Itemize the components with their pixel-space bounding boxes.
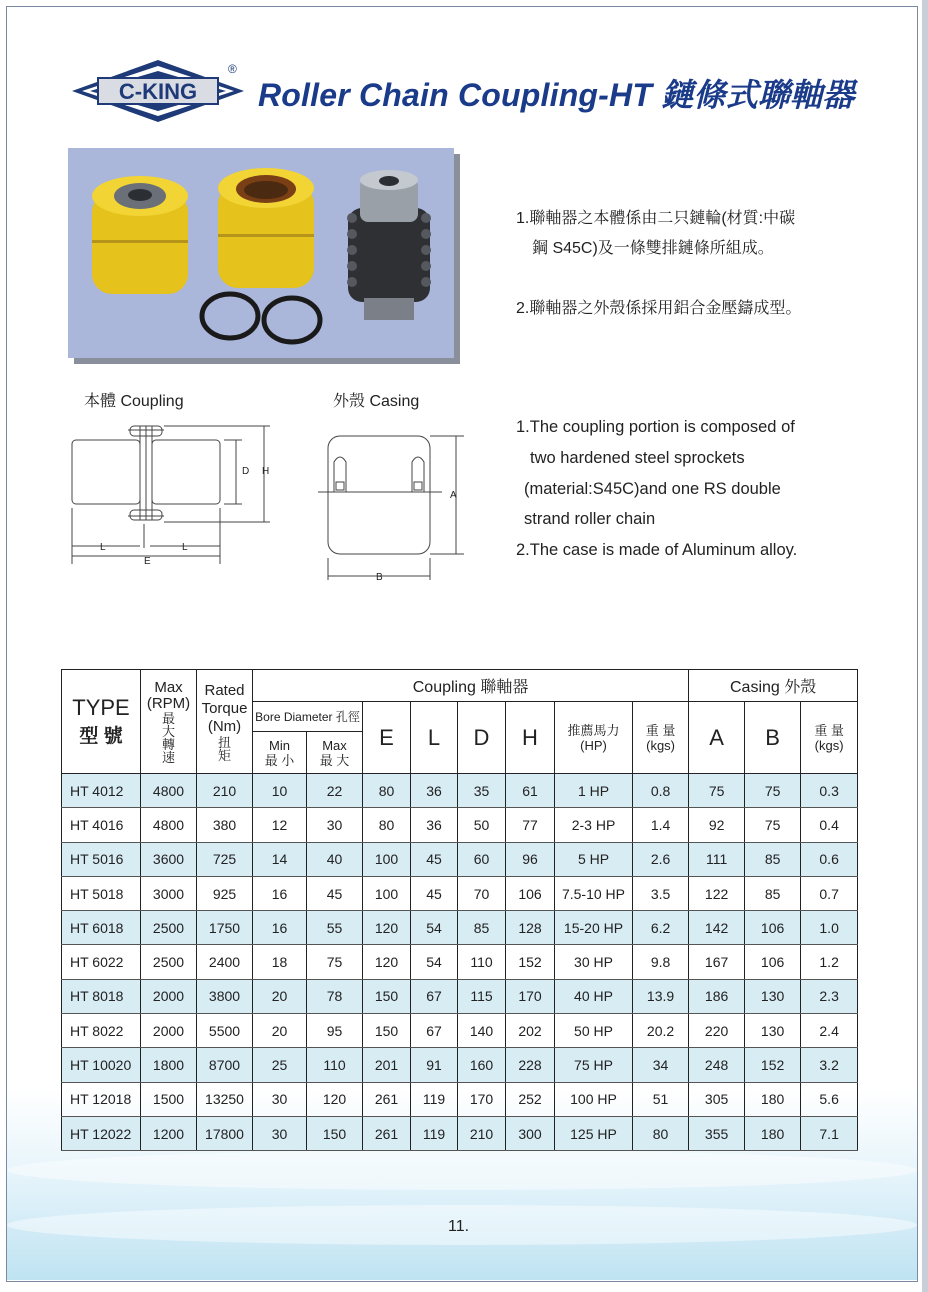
table-cell: 0.3 <box>801 774 858 808</box>
table-cell: 70 <box>458 876 506 910</box>
table-cell: 30 HP <box>555 945 633 979</box>
table-cell: 167 <box>689 945 745 979</box>
table-cell: 140 <box>458 1014 506 1048</box>
table-cell: 100 HP <box>555 1082 633 1116</box>
bore-min-header <box>253 732 307 774</box>
table-cell: 228 <box>506 1048 555 1082</box>
table-cell: 122 <box>689 876 745 910</box>
table-cell: 20.2 <box>633 1014 689 1048</box>
dim-a-label: A <box>450 490 457 501</box>
table-cell: 128 <box>506 911 555 945</box>
table-cell: 180 <box>745 1116 801 1150</box>
table-cell: 202 <box>506 1014 555 1048</box>
table-cell: 15-20 HP <box>555 911 633 945</box>
table-cell: 0.7 <box>801 876 858 910</box>
table-cell: 152 <box>745 1048 801 1082</box>
table-cell: 2.6 <box>633 842 689 876</box>
casing-drawing-label: 外殼 Casing <box>333 393 420 410</box>
col-b-header: B <box>745 702 801 774</box>
coupling-weight-zh: 重 量 <box>645 722 676 738</box>
casing-drawing <box>318 432 468 592</box>
table-cell: 150 <box>363 1014 411 1048</box>
table-cell: 3000 <box>141 876 197 910</box>
model-cell: HT 12018 <box>62 1082 141 1116</box>
table-cell: 20 <box>253 979 307 1013</box>
model-cell: HT 5016 <box>62 842 141 876</box>
table-cell: 80 <box>363 774 411 808</box>
table-cell: 248 <box>689 1048 745 1082</box>
type-header-zh: 型 號 <box>79 726 123 747</box>
table-cell: 2500 <box>141 945 197 979</box>
table-cell: 22 <box>307 774 363 808</box>
rpm-unit: (RPM) <box>146 694 191 712</box>
table-cell: 40 <box>307 842 363 876</box>
bore-max-en: Max <box>322 737 347 753</box>
table-cell: 1800 <box>141 1048 197 1082</box>
dim-b-label: B <box>376 572 383 583</box>
registered-mark: ® <box>228 62 237 76</box>
page-title: Roller Chain Coupling-HT 鏈條式聯軸器 <box>258 77 855 113</box>
table-cell: 1 HP <box>555 774 633 808</box>
table-cell: 0.8 <box>633 774 689 808</box>
table-cell: 55 <box>307 911 363 945</box>
table-cell: 35 <box>458 774 506 808</box>
max-rpm-en: Max <box>154 678 183 696</box>
table-cell: 45 <box>411 842 458 876</box>
table-cell: 95 <box>307 1014 363 1048</box>
table-cell: 1200 <box>141 1116 197 1150</box>
table-cell: 252 <box>506 1082 555 1116</box>
col-l-header: L <box>411 702 458 774</box>
table-cell: 106 <box>506 876 555 910</box>
model-cell: HT 4016 <box>62 808 141 842</box>
notes-en <box>516 412 797 566</box>
table-cell: 4800 <box>141 774 197 808</box>
table-cell: 111 <box>689 842 745 876</box>
table-cell: 85 <box>745 876 801 910</box>
table-cell: 3600 <box>141 842 197 876</box>
table-cell: 30 <box>253 1082 307 1116</box>
col-a-header: A <box>689 702 745 774</box>
model-cell: HT 6018 <box>62 911 141 945</box>
table-cell: 92 <box>689 808 745 842</box>
table-cell: 75 <box>745 808 801 842</box>
table-cell: 2.4 <box>801 1014 858 1048</box>
c-king-logo <box>68 56 248 126</box>
table-cell: 106 <box>745 911 801 945</box>
table-cell: 1500 <box>141 1082 197 1116</box>
model-cell: HT 8018 <box>62 979 141 1013</box>
table-cell: 115 <box>458 979 506 1013</box>
table-cell: 8700 <box>197 1048 253 1082</box>
torque-unit: (Nm) <box>207 717 242 735</box>
table-cell: 130 <box>745 979 801 1013</box>
table-cell: 61 <box>506 774 555 808</box>
torque-zh-2: 矩 <box>217 747 231 763</box>
table-cell: 20 <box>253 1014 307 1048</box>
table-cell: 380 <box>197 808 253 842</box>
table-cell: 1.4 <box>633 808 689 842</box>
table-cell: 201 <box>363 1048 411 1082</box>
table-cell: 170 <box>506 979 555 1013</box>
table-cell: 30 <box>253 1116 307 1150</box>
dim-d-label: D <box>242 466 250 477</box>
table-row <box>62 1048 858 1082</box>
table-cell: 0.6 <box>801 842 858 876</box>
table-cell: 5 HP <box>555 842 633 876</box>
table-cell: 2000 <box>141 1014 197 1048</box>
col-h-header: H <box>506 702 555 774</box>
table-cell: 119 <box>411 1082 458 1116</box>
table-cell: 355 <box>689 1116 745 1150</box>
note-en-line3: (material:S45C)and one RS double <box>524 479 781 498</box>
table-cell: 5500 <box>197 1014 253 1048</box>
table-cell: 5.6 <box>801 1082 858 1116</box>
table-cell: 9.8 <box>633 945 689 979</box>
table-row <box>62 1014 858 1048</box>
table-cell: 80 <box>363 808 411 842</box>
table-cell: 4800 <box>141 808 197 842</box>
table-cell: 75 HP <box>555 1048 633 1082</box>
table-row <box>62 911 858 945</box>
table-row <box>62 774 858 808</box>
dim-l-label: L <box>182 542 188 553</box>
table-cell: 210 <box>197 774 253 808</box>
model-cell: HT 4012 <box>62 774 141 808</box>
model-cell: HT 10020 <box>62 1048 141 1082</box>
casing-weight-en: (kgs) <box>814 737 844 753</box>
type-header <box>62 670 141 774</box>
table-cell: 2-3 HP <box>555 808 633 842</box>
table-cell: 152 <box>506 945 555 979</box>
max-rpm-zh-3: 轉 <box>161 736 175 752</box>
model-cell: HT 12022 <box>62 1116 141 1150</box>
table-cell: 180 <box>745 1082 801 1116</box>
model-cell: HT 6022 <box>62 945 141 979</box>
table-cell: 85 <box>458 911 506 945</box>
type-header-en: TYPE <box>72 695 130 720</box>
dim-l-label: L <box>100 542 106 553</box>
table-cell: 17800 <box>197 1116 253 1150</box>
table-row <box>62 1116 858 1150</box>
table-cell: 150 <box>307 1116 363 1150</box>
table-row <box>62 876 858 910</box>
table-cell: 120 <box>363 945 411 979</box>
table-cell: 7.5-10 HP <box>555 876 633 910</box>
table-cell: 80 <box>633 1116 689 1150</box>
casing-weight-zh: 重 量 <box>814 722 844 738</box>
table-cell: 45 <box>411 876 458 910</box>
col-d-header: D <box>458 702 506 774</box>
table-cell: 67 <box>411 979 458 1013</box>
table-cell: 150 <box>363 979 411 1013</box>
table-cell: 110 <box>307 1048 363 1082</box>
page-edge <box>922 0 928 1292</box>
table-cell: 16 <box>253 911 307 945</box>
table-cell: 13.9 <box>633 979 689 1013</box>
spec-table-body <box>62 774 858 1151</box>
table-cell: 85 <box>745 842 801 876</box>
table-row <box>62 945 858 979</box>
table-cell: 60 <box>458 842 506 876</box>
bore-min-zh: 最 小 <box>264 752 295 768</box>
torque-header <box>197 670 253 774</box>
table-cell: 130 <box>745 1014 801 1048</box>
table-row <box>62 842 858 876</box>
note-zh-line2: 鋼 S45C)及一條雙排鏈條所組成。 <box>532 240 774 257</box>
table-cell: 142 <box>689 911 745 945</box>
col-e-header: E <box>363 702 411 774</box>
max-rpm-zh-4: 速 <box>161 749 175 765</box>
hp-header <box>555 702 633 774</box>
coupling-weight-en: (kgs) <box>646 737 675 753</box>
table-cell: 100 <box>363 876 411 910</box>
table-cell: 2.3 <box>801 979 858 1013</box>
bore-max-header <box>307 732 363 774</box>
table-cell: 36 <box>411 808 458 842</box>
table-cell: 36 <box>411 774 458 808</box>
coupling-weight-header <box>633 702 689 774</box>
table-cell: 54 <box>411 911 458 945</box>
table-cell: 96 <box>506 842 555 876</box>
table-cell: 78 <box>307 979 363 1013</box>
torque-rated: Rated <box>204 681 245 699</box>
table-cell: 91 <box>411 1048 458 1082</box>
bottom-wave <box>7 1150 917 1190</box>
table-cell: 50 <box>458 808 506 842</box>
dim-e-label: E <box>144 556 151 567</box>
spec-table <box>61 669 858 1151</box>
torque-torque: Torque <box>201 699 248 717</box>
table-cell: 2400 <box>197 945 253 979</box>
table-cell: 16 <box>253 876 307 910</box>
table-cell: 2000 <box>141 979 197 1013</box>
table-cell: 305 <box>689 1082 745 1116</box>
table-cell: 77 <box>506 808 555 842</box>
model-cell: HT 8022 <box>62 1014 141 1048</box>
table-cell: 34 <box>633 1048 689 1082</box>
note-en-line2: two hardened steel sprockets <box>530 448 745 467</box>
max-rpm-zh-1: 最 <box>161 710 175 726</box>
table-cell: 67 <box>411 1014 458 1048</box>
coupling-drawing-label: 本體 Coupling <box>84 393 184 410</box>
table-cell: 54 <box>411 945 458 979</box>
torque-zh-1: 扭 <box>217 734 231 750</box>
table-cell: 3.5 <box>633 876 689 910</box>
table-cell: 0.4 <box>801 808 858 842</box>
note-en-line4: strand roller chain <box>524 510 656 529</box>
table-row <box>62 808 858 842</box>
product-photo <box>68 148 454 358</box>
table-cell: 7.1 <box>801 1116 858 1150</box>
bore-max-zh: 最 大 <box>319 752 350 768</box>
max-rpm-header <box>141 670 197 774</box>
table-cell: 261 <box>363 1116 411 1150</box>
table-cell: 110 <box>458 945 506 979</box>
table-cell: 119 <box>411 1116 458 1150</box>
table-cell: 100 <box>363 842 411 876</box>
table-cell: 106 <box>745 945 801 979</box>
table-cell: 725 <box>197 842 253 876</box>
table-cell: 120 <box>307 1082 363 1116</box>
table-cell: 30 <box>307 808 363 842</box>
casing-weight-header <box>801 702 858 774</box>
table-cell: 925 <box>197 876 253 910</box>
note-zh-line1: 1.聯軸器之本體係由二只鏈輪(材質:中碳 <box>516 210 796 227</box>
table-cell: 75 <box>689 774 745 808</box>
model-cell: HT 5018 <box>62 876 141 910</box>
table-cell: 25 <box>253 1048 307 1082</box>
table-cell: 1.0 <box>801 911 858 945</box>
hp-header-en: (HP) <box>580 737 607 753</box>
bore-header: Bore Diameter 孔徑 <box>253 702 363 732</box>
table-cell: 3.2 <box>801 1048 858 1082</box>
table-row <box>62 979 858 1013</box>
table-cell: 1.2 <box>801 945 858 979</box>
table-cell: 6.2 <box>633 911 689 945</box>
table-cell: 18 <box>253 945 307 979</box>
table-cell: 14 <box>253 842 307 876</box>
table-cell: 10 <box>253 774 307 808</box>
bore-min-en: Min <box>269 737 290 753</box>
note-zh-line3: 2.聯軸器之外殼係採用鋁合金壓鑄成型。 <box>516 300 802 317</box>
table-cell: 1750 <box>197 911 253 945</box>
logo-text: C-KING <box>118 79 198 104</box>
table-cell: 50 HP <box>555 1014 633 1048</box>
table-cell: 45 <box>307 876 363 910</box>
table-row <box>62 1082 858 1116</box>
table-cell: 220 <box>689 1014 745 1048</box>
table-cell: 210 <box>458 1116 506 1150</box>
note-en-line5: 2.The case is made of Aluminum alloy. <box>516 541 798 560</box>
coupling-drawing <box>64 418 284 568</box>
table-cell: 160 <box>458 1048 506 1082</box>
table-cell: 300 <box>506 1116 555 1150</box>
coupling-group-header: Coupling 聯軸器 <box>253 670 689 702</box>
table-cell: 170 <box>458 1082 506 1116</box>
table-cell: 2500 <box>141 911 197 945</box>
max-rpm-zh-2: 大 <box>161 723 175 739</box>
table-cell: 261 <box>363 1082 411 1116</box>
table-cell: 75 <box>307 945 363 979</box>
table-cell: 12 <box>253 808 307 842</box>
table-cell: 3800 <box>197 979 253 1013</box>
table-cell: 75 <box>745 774 801 808</box>
table-cell: 186 <box>689 979 745 1013</box>
page-number: 11. <box>448 1218 470 1235</box>
table-cell: 40 HP <box>555 979 633 1013</box>
note-en-line1: 1.The coupling portion is composed of <box>516 418 795 436</box>
casing-group-header: Casing 外殼 <box>689 670 858 702</box>
table-cell: 13250 <box>197 1082 253 1116</box>
dim-h-label: H <box>262 466 270 477</box>
hp-header-zh: 推薦馬力 <box>567 722 620 738</box>
table-cell: 125 HP <box>555 1116 633 1150</box>
table-cell: 120 <box>363 911 411 945</box>
table-cell: 51 <box>633 1082 689 1116</box>
